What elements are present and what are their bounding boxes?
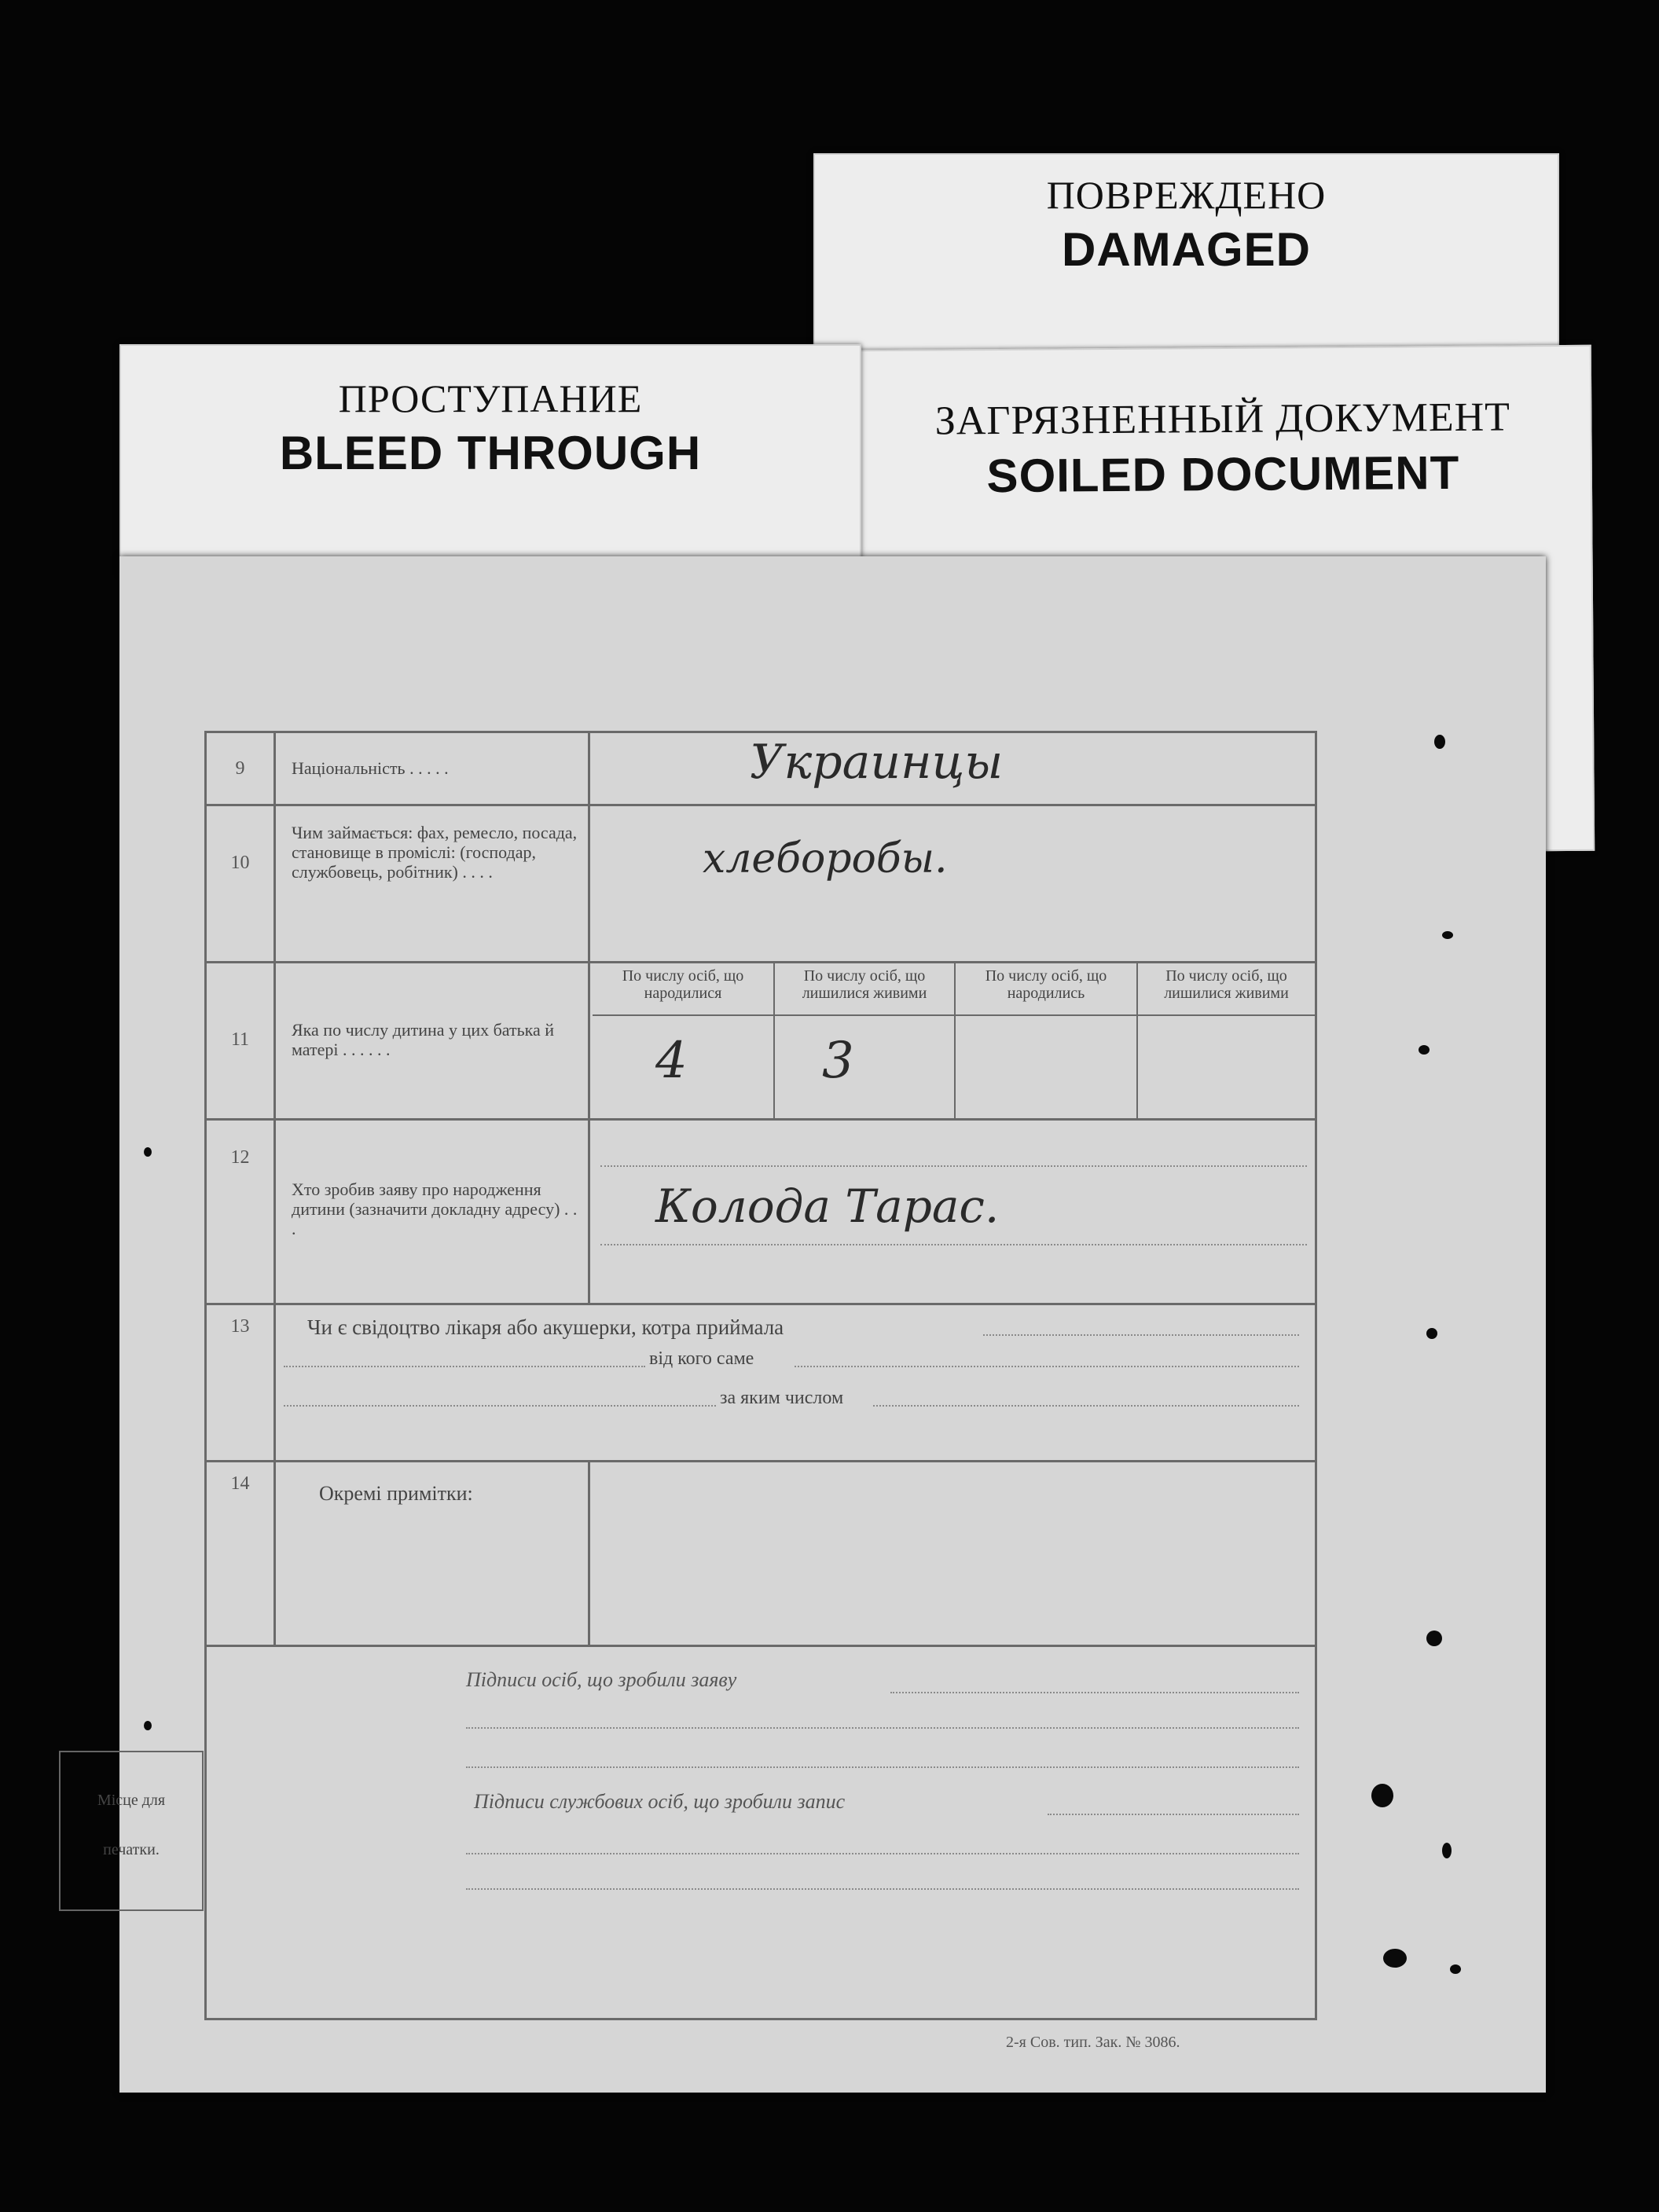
certificate-question: Чи є свідоцтво лікаря або акушерки, котра приймала — [307, 1315, 784, 1339]
damaged-label-ru: ПОВРЕЖДЕНО — [1046, 173, 1327, 217]
punch-hole — [1450, 1964, 1461, 1974]
field-value — [593, 733, 1315, 804]
subcol-header: По числу осіб, що лишилися живими — [775, 961, 954, 1016]
row-remarks — [207, 1460, 1315, 1647]
applicants-signature-label: Підписи осіб, що зробили заяву — [466, 1668, 737, 1691]
field-label: Хто зробив заяву про народження дитини (зазначити докладну адресу) . . . — [276, 1118, 590, 1303]
subcol-alive-1 — [775, 961, 956, 1118]
dotted-line — [983, 1334, 1299, 1336]
remarks-value — [593, 1460, 1315, 1645]
soiled-label-en: SOILED DOCUMENT — [986, 446, 1460, 503]
subcol-born-1 — [593, 961, 775, 1118]
dotted-line — [466, 1888, 1299, 1890]
punch-hole — [1419, 1045, 1430, 1055]
field-label: Яка по числу дитина у цих батька й матері . . . . . . — [276, 961, 590, 1118]
field-value — [593, 804, 1315, 961]
dotted-line — [890, 1692, 1299, 1693]
bleed-label-en: BLEED THROUGH — [279, 427, 702, 479]
row-nationality — [207, 733, 1315, 806]
dotted-line — [284, 1405, 716, 1407]
subcol-header: По числу осіб, що народились — [956, 961, 1136, 1016]
row-number: 9 — [207, 733, 276, 804]
punch-hole — [1383, 1949, 1407, 1968]
punch-hole — [144, 1147, 152, 1157]
bleed-label-ru: ПРОСТУПАНИЕ — [338, 376, 643, 420]
subcol-header: По числу осіб, що лишилися живими — [1138, 961, 1315, 1016]
printer-imprint: 2-я Сов. тип. Зак. № 3086. — [1006, 2034, 1180, 2051]
field-label: Окремі примітки: — [276, 1460, 590, 1645]
birth-record-form — [204, 731, 1317, 2020]
punch-hole — [1442, 1843, 1452, 1858]
subcol-header: По числу осіб, що народилися — [593, 961, 773, 1016]
dotted-line — [1048, 1814, 1299, 1815]
dotted-line — [600, 1244, 1307, 1245]
dotted-line — [284, 1366, 645, 1367]
row-declarant — [207, 1118, 1315, 1305]
punch-hole — [1426, 1328, 1437, 1339]
row-child-order — [207, 961, 1315, 1121]
punch-hole — [1371, 1784, 1393, 1807]
punch-hole — [1434, 735, 1445, 749]
field-label: Чим займається: фах, ремесло, посада, становище в проміслі: (господар, службовець, робітник) . . . . — [276, 804, 590, 961]
punch-hole — [1442, 931, 1453, 939]
row-number: 11 — [207, 961, 276, 1118]
subcol-born-2 — [956, 961, 1138, 1118]
handwritten-born-count: 4 — [655, 1032, 688, 1090]
punch-hole — [1426, 1631, 1442, 1646]
child-order-subtable — [593, 961, 1315, 1118]
damaged-label-en: DAMAGED — [1062, 223, 1311, 276]
row-medical-certificate — [207, 1303, 1315, 1462]
punch-hole — [144, 1721, 152, 1730]
field-label: Національність . . . . . — [276, 733, 590, 804]
dotted-line — [873, 1405, 1299, 1407]
certificate-from-whom: від кого саме — [649, 1348, 754, 1369]
dotted-line — [466, 1853, 1299, 1854]
dotted-line — [795, 1366, 1299, 1367]
row-number: 12 — [207, 1118, 276, 1303]
soiled-label-ru: ЗАГРЯЗНЕННЫЙ ДОКУМЕНТ — [934, 394, 1511, 444]
dotted-line — [466, 1727, 1299, 1729]
dotted-line — [600, 1165, 1307, 1167]
row-number: 14 — [207, 1460, 276, 1645]
bleed-through-label-card — [119, 344, 861, 575]
handwritten-nationality: Украинцы — [750, 735, 1004, 790]
signatures-block — [207, 1645, 1315, 2018]
certificate-date: за яким числом — [720, 1388, 844, 1408]
stamp-label-line2: печатки. — [103, 1841, 160, 1858]
dotted-line — [466, 1766, 1299, 1768]
stamp-placeholder — [59, 1751, 204, 1911]
subcol-alive-2 — [1138, 961, 1315, 1118]
handwritten-occupation: хлеборобы. — [703, 835, 948, 882]
certificate-block — [276, 1303, 1315, 1460]
stamp-label-line1: Місце для — [97, 1792, 166, 1809]
row-number: 10 — [207, 804, 276, 961]
row-occupation — [207, 804, 1315, 963]
row-number: 13 — [207, 1303, 276, 1460]
field-value — [593, 1118, 1315, 1303]
handwritten-alive-count: 3 — [822, 1032, 854, 1090]
damaged-label-card — [813, 153, 1559, 369]
handwritten-declarant: Колода Тарас. — [655, 1179, 1000, 1233]
officials-signature-label: Підписи службових осіб, що зробили запис — [474, 1790, 846, 1813]
